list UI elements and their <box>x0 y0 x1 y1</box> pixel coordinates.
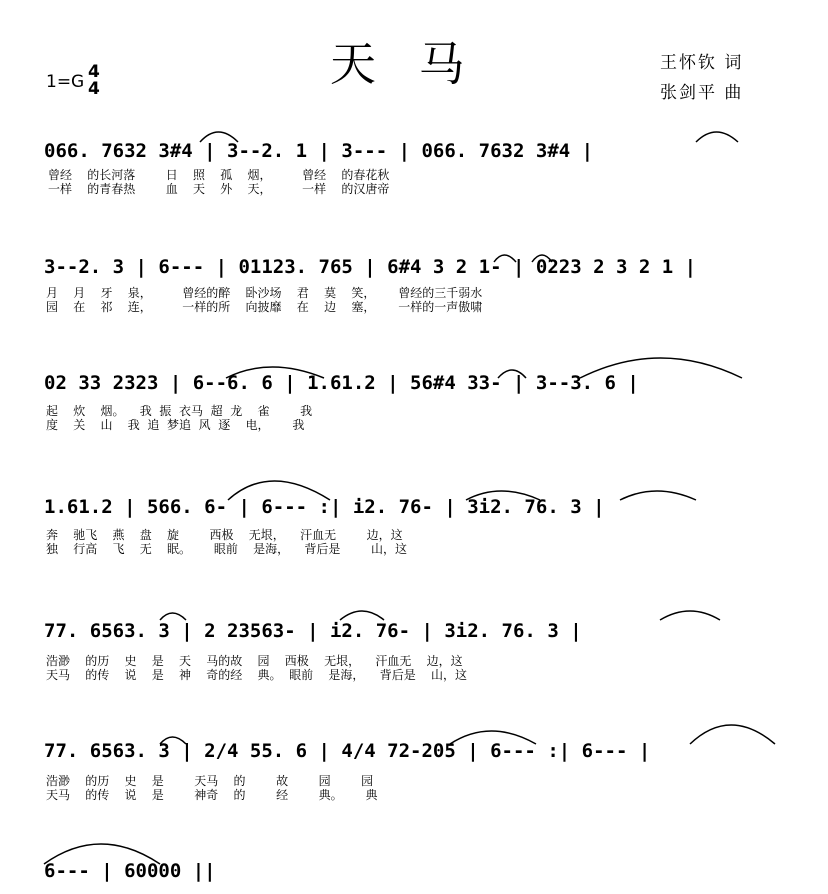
notation-row-5: 77. 6563. 3 | 2 23563- | i2. 76- | 3i2. 76. 3 | <box>44 620 582 642</box>
lyrics-row-2-verse-1: 月 月 牙 泉， 曾经的醉 卧沙场 君 莫 笑， 曾经的三千弱水 <box>46 286 483 300</box>
lyrics-row-5-verse-1: 浩渺 的历 史 是 天 马的故 园 西极 无垠， 汗血无 边，这 <box>46 654 463 668</box>
lyrics-row-3-verse-1: 起 炊 烟。 我 振 衣马 超 龙 雀 我 <box>46 404 313 418</box>
notation-row-7: 6--- | 60000 || <box>44 860 216 882</box>
lyrics-row-4-verse-1: 奔 驰飞 燕 盘 旋 西极 无垠， 汗血无 边，这 <box>46 528 403 542</box>
notation-row-1: 066. 7632 3#4 | 3--2. 1 | 3--- | 066. 7632 3#4 | <box>44 140 594 162</box>
lyrics-row-5-verse-2: 天马 的传 说 是 神 奇的经 典。 眼前 是海， 背后是 山，这 <box>46 668 467 682</box>
lyrics-row-6-verse-1: 浩渺 的历 史 是 天马 的 故 园 园 <box>46 774 374 788</box>
notation-row-6: 77. 6563. 3 | 2/4 55. 6 | 4/4 72-205 | 6--- :| 6--- | <box>44 740 651 762</box>
lyrics-row-4-verse-2: 独 行高 飞 无 眠。 眼前 是海， 背后是 山，这 <box>46 542 407 556</box>
lyrics-row-1-verse-2: 一样 的青春热 血 天 外 天， 一样 的汉唐帝 <box>48 182 390 196</box>
page-title: 天 马 <box>330 37 479 91</box>
lyrics-row-3-verse-2: 度 关 山 我 追 梦追 风 逐 电， 我 <box>46 418 305 432</box>
time-signature <box>88 64 100 98</box>
lyrics-row-2-verse-2: 园 在 祁 连， 一样的所 向披靡 在 边 塞， 一样的一声傲啸 <box>46 300 483 314</box>
notation-row-4: 1.61.2 | 566. 6- | 6--- :| i2. 76- | 3i2. 76. 3 | <box>44 496 605 518</box>
lyricist-credit: 王怀钦 词 <box>660 53 744 73</box>
time-signature-top: 4 <box>88 62 100 82</box>
lyrics-row-6-verse-2: 天马 的传 说 是 神奇 的 经 典。 典 <box>46 788 378 802</box>
notation-row-3: 02 33 2323 | 6--6. 6 | 1.61.2 | 56#4 33- | 3--3. 6 | <box>44 372 639 394</box>
composer-credit: 张剑平 曲 <box>660 83 744 103</box>
lyrics-row-1-verse-1: 曾经 的长河落 日 照 孤 烟， 曾经 的春花秋 <box>48 168 390 182</box>
time-signature-bottom: 4 <box>88 79 100 99</box>
key-signature: 1=G <box>46 72 85 92</box>
notation-row-2: 3--2. 3 | 6--- | 01123. 765 | 6#4 3 2 1- | 0223 2 3 2 1 | <box>44 256 697 278</box>
